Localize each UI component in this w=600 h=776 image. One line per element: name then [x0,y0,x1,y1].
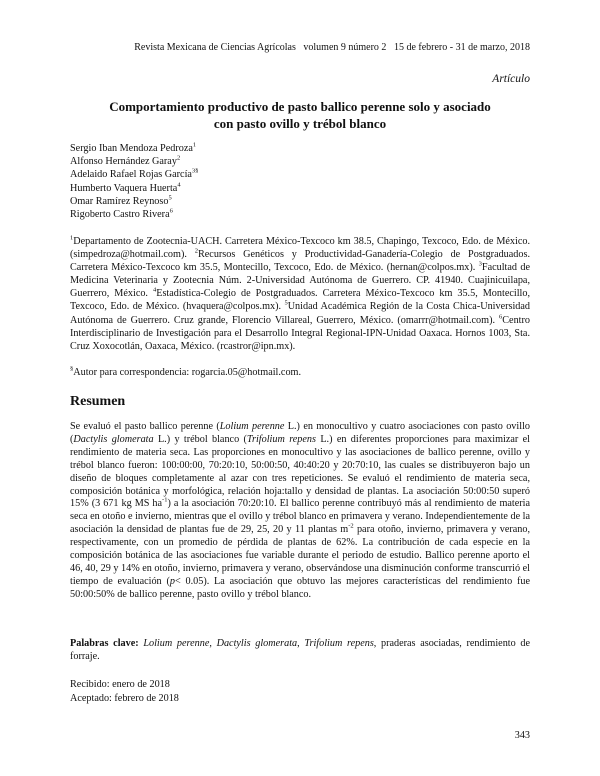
journal-volume: volumen 9 número 2 [303,42,387,53]
affiliation-4: Estadística-Colegio de Postgraduados. Carretera México-Texcoco km 35.5, Montecillo, Texcoco, Edo. de México. (hvaquera@colpos.mx). [70,288,530,313]
journal-name: Revista Mexicana de Ciencias Agrícolas [134,42,296,53]
article-title [70,98,530,132]
author: Rigoberto Castro Rivera$^6$ [70,207,173,221]
journal-header [134,42,530,53]
accepted-date: Aceptado: febrero de 2018 [70,693,179,704]
author: Humberto Vaquera Huerta$^4$ [70,181,181,194]
journal-date-range: 15 de febrero - 31 de marzo, 2018 [393,42,530,53]
corresponding-author: §Autor para correspondencia: rogarcia.05@hotmail.com. [70,365,302,378]
author: Sergio Iban Mendoza Pedroza$^1$ [70,141,197,154]
affiliations: $^1$Departamento de Zootecnia-UACH. Carretera México-Texcoco km 38.5, Chapingo, Texcoco, Edo. de México. (simpedroza@hotmail.com). $^2$Recursos Genéticos y Productividad-Ganadería-Colegio de Postgraduados. Carretera México-Texcoco km 35.5, Montecillo, Texcoco, Edo. de México. (hernan@colpos.mx). $^3$Facultad de Medicina Veterinaria y Zootecnia Núm. 2-Universidad Autónoma de Guerrero. CP. 41940. Cuajinicuilapa, Guerrero, México. $^4$Estadística-Colegio de Postgraduados. Carretera México-Texcoco km 35.5, Montecillo, Texcoco, Edo. de México. (hvaquera@colpos.mx). $^5$Unidad Académica Región de la Costa Chica-Universidad Autónoma de Guerrero. Cruz grande, Florencio Villareal, Guerrero, México. (omarrr@hotmail.com). $^6$Centro Interdisciplinario de Investigación para el Desarrollo Integral Regional-IPN-Unidad Oaxaca. Hornos 1003, Sta. Cruz Xoxocotlán, Oaxaca, México. (rcastror@ipn.mx). [70,234,531,352]
author: Alfonso Hernández Garay$^2$ [70,154,181,168]
title-line-2: con pasto ovillo y trébol blanco [213,116,387,131]
affiliation-6: Centro Interdisciplinario de Investigación para el Desarrollo Integral Regional-IPN-Unidad Oaxaca. Hornos 1003, Sta. Cruz Xoxocotlán, Oaxaca, México. (rcastror@ipn.mx). [70,314,530,352]
affiliation-5: Unidad Académica Región de la Costa Chica-Universidad Autónoma de Guerrero. Cruz grande, Florencio Villareal, Guerrero, México. (omarrr@hotmail.com). [70,301,531,326]
affiliation-3: Facultad de Medicina Veterinaria y Zootecnia Núm. 2-Universidad Autónoma de Guerrero. CP. 41940. Cuajinicuilapa, Guerrero, México. [70,262,530,300]
abstract-heading: Resumen [70,394,126,409]
received-date: Recibido: enero de 2018 [70,679,170,690]
abstract-body: Se evaluó el pasto ballico perenne (Lolium perenne L.) en monocultivo y cuatro asociaciones con pasto ovillo (Dactylis glomerata L.) y trébol blanco (Trifolium repens L.) en diferentes proporciones para maximizar el rendimiento de materia seca. Las proporciones en monocultivo y las asociaciones de ballico perenne, ovillo y trébol blanco fueron: 100:00:00, 70:20:10, 50:00:50, 40:40:20 y 20:70:10, las cuales se distribuyeron bajo un diseño de bloques completamente al azar con tres repeticiones. Se evaluó el rendimiento de materia seca, composición botánica y morfológica, relación hoja:tallo y densidad de plantas. La asociación 50:00:50 superó 15% (3 671 kg MS $ha^{-1}$) a la asociación 70:20:10. El ballico perenne contribuyó más al rendimiento de materia seca en otoño e invierno, mientras que el ovillo y trébol blanco en primavera y verano. Independientemente de la asociación la densidad de plantas fue de 29, 25, 20 y 11 plantas $m^{-2}$ para otoño, invierno, primavera y verano, respectivamente, con un promedio de pérdida de plantas de 62%. La contribución de cada especie en la composición botánica de las asociaciones fue variable durante el periodo de estudio. Ballico perenne aporto el 46, 40, 29 y 14% en otoño, invierno, primavera y verano, observándose una disminución conforme transcurrió el tiempo de evaluación (p< 0.05). La asociación que obtuvo las mejores características del rendimiento fue 50:00:50% de ballico perenne, pasto ovillo y trébol blanco. [70,421,530,600]
author-list [70,142,198,221]
affiliation-1: Departamento de Zootecnia-UACH. Carretera México-Texcoco km 38.5, Chapingo, Texcoco, Edo. de México. (simpedroza@hotmail.com). [70,236,530,261]
author: Omar Ramírez Reynoso$^5$ [70,194,172,207]
affiliation-2: Recursos Genéticos y Productividad-Ganadería-Colegio de Postgraduados. Carretera México-Texcoco km 35.5, Montecillo, Texcoco, Edo. de México. (hernan@colpos.mx). [70,249,530,274]
section-label: Artículo [492,73,530,85]
author: Adelaido Rafael Rojas García$^{3\S}$ [70,168,199,181]
article-dates [70,678,179,706]
keywords-label: Palabras clave: [70,638,139,649]
page-number: 343 [514,730,530,741]
title-line-1: Comportamiento productivo de pasto ballico perenne solo y asociado [109,99,491,114]
keywords: Palabras clave: Lolium perenne, Dactylis glomerata, Trifolium repens, praderas asociadas, rendimiento de forraje. [70,638,531,662]
